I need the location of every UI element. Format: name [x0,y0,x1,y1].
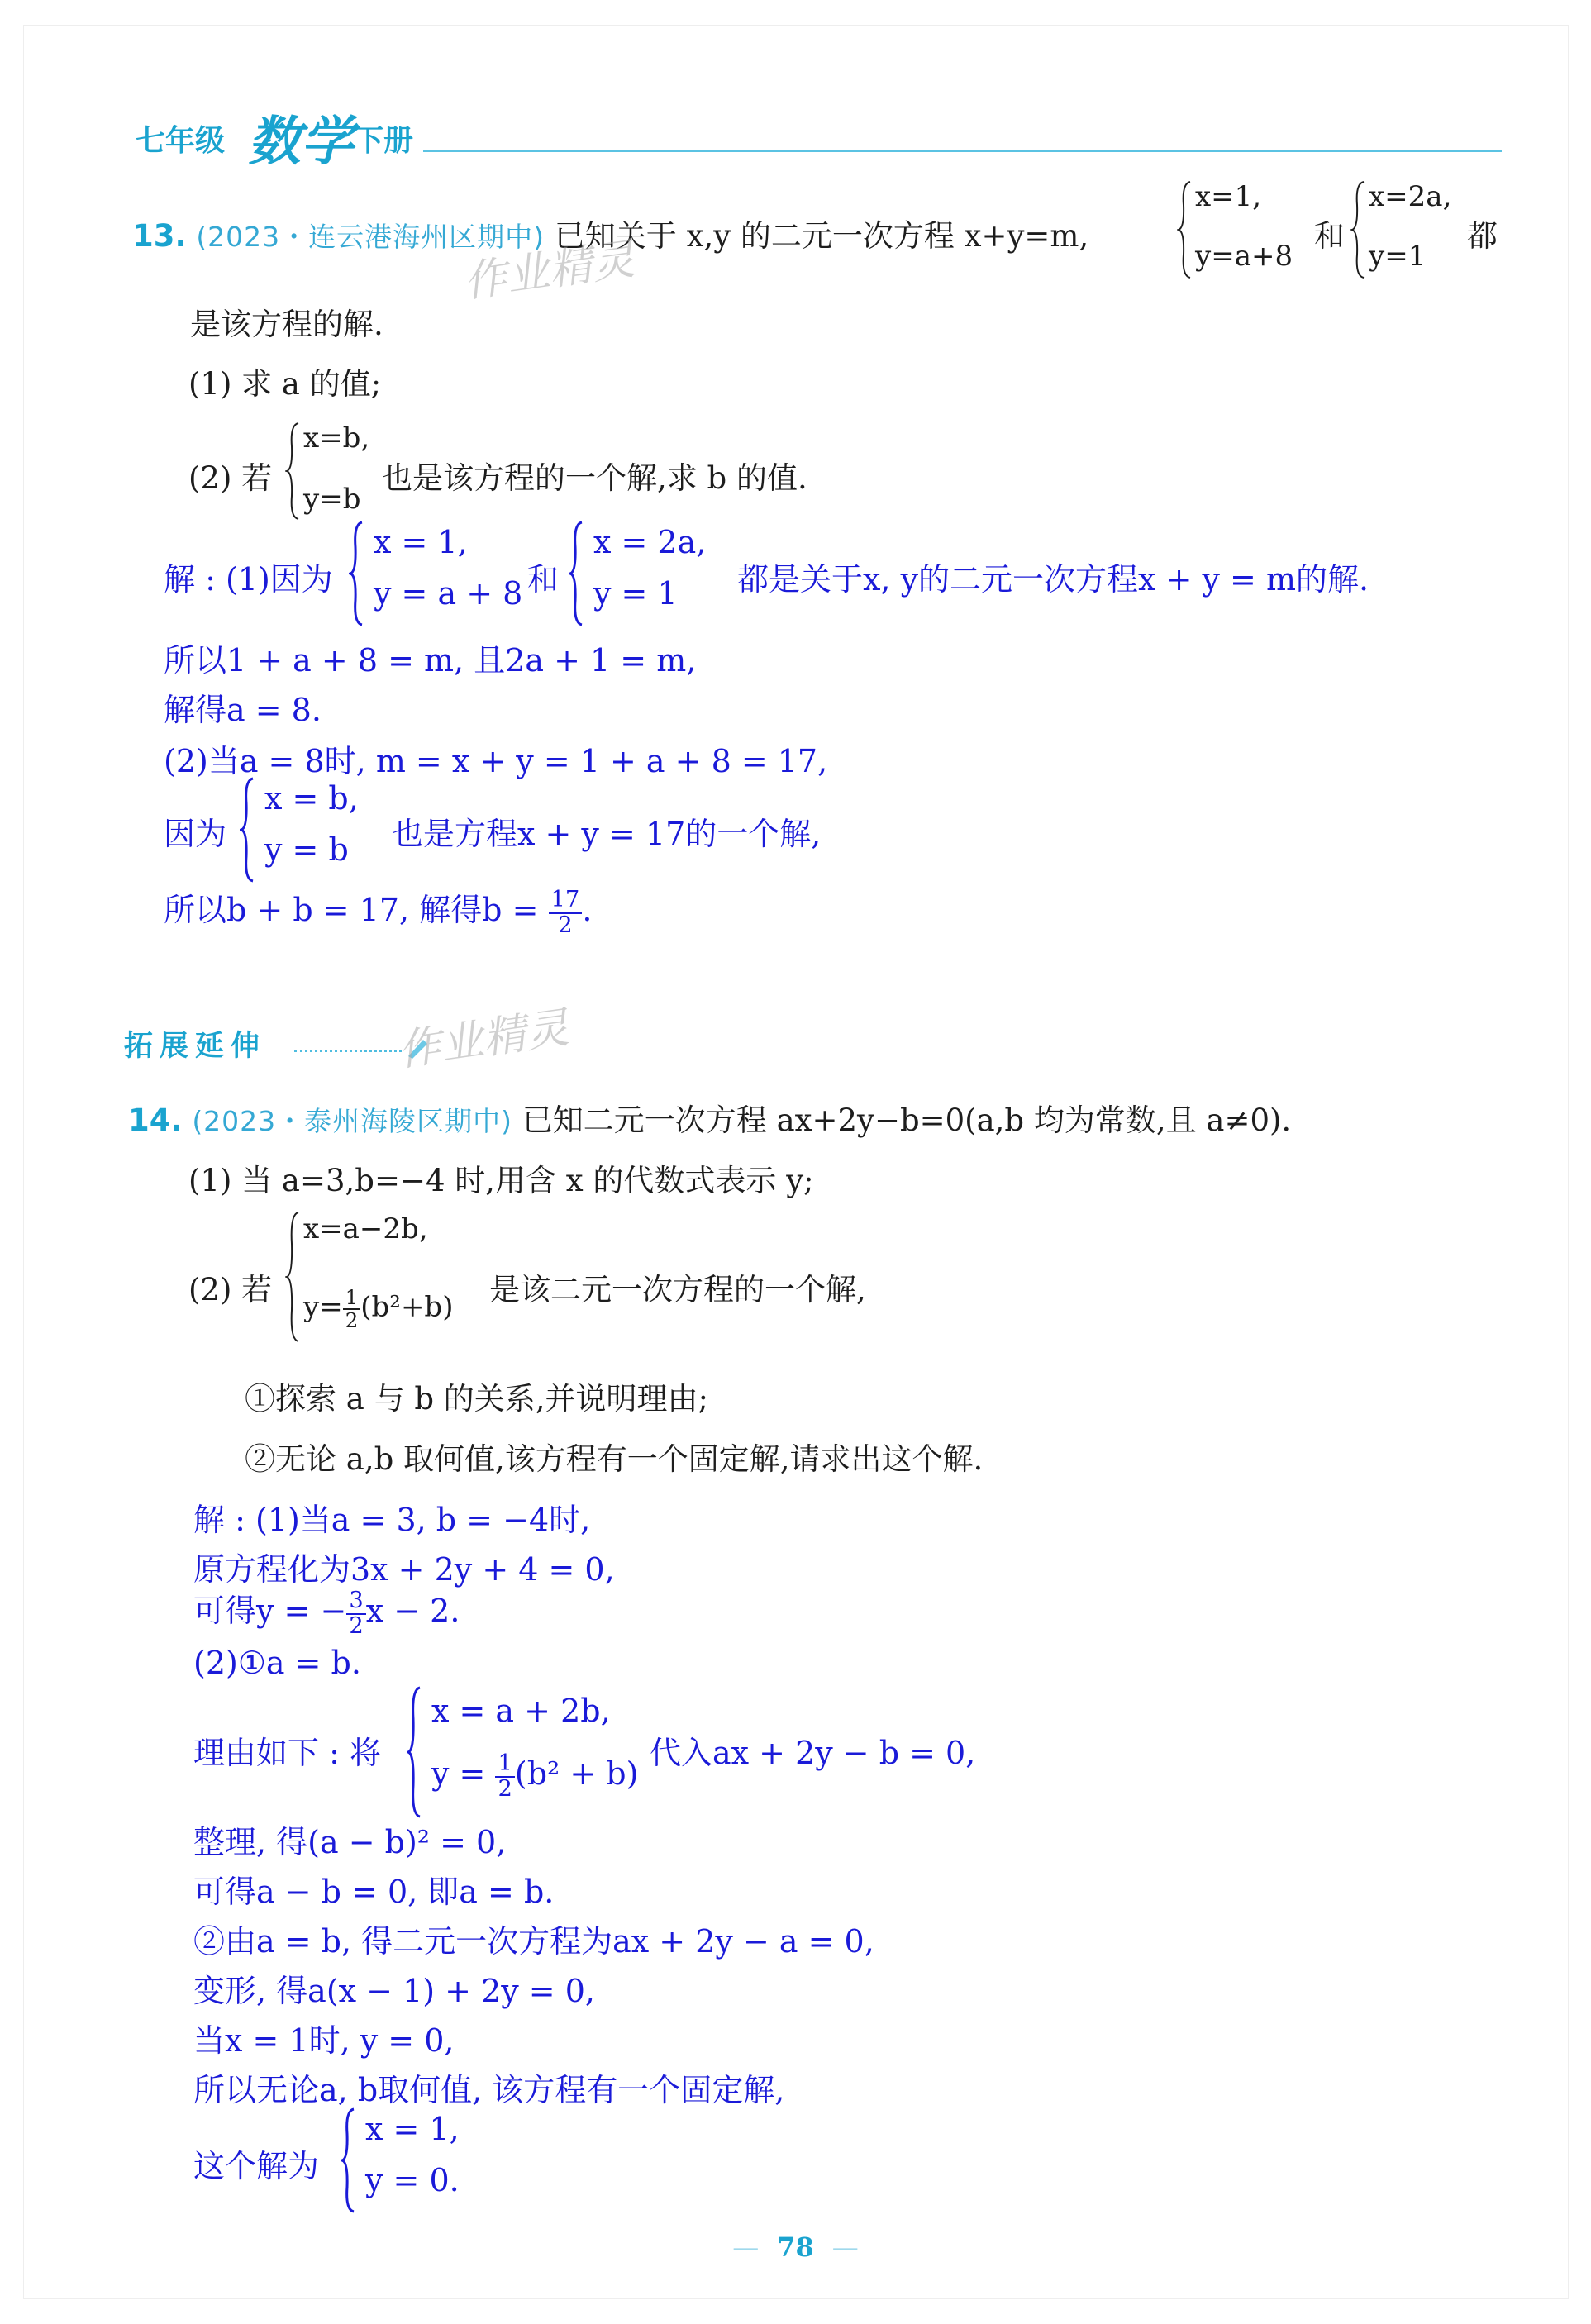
section-dotted-rule [294,1050,402,1052]
page-number-footer [0,2231,1591,2263]
fraction [495,1752,514,1801]
sol14-l2: 原方程化为3x + 2y + 4 = 0, [193,1551,615,1588]
header-subject: 数学 [248,112,354,173]
sol13-l5-row1: x = b, [264,780,359,817]
footer-dash-left: — [732,2231,760,2263]
fraction [549,888,583,937]
page-header [132,99,1496,173]
section-title: 拓展延伸 [124,1030,267,1063]
sol14-l12-prefix: 这个解为 [193,2148,320,2184]
sol14-l3-prefix: 可得y = − [193,1593,347,1629]
sol13-l6 [164,884,592,937]
q13-sys1-row1: x=1, [1195,180,1262,213]
q14-part2-suffix: 是该二元一次方程的一个解, [489,1272,866,1307]
sol14-l5-prefix: 理由如下 : 将 [193,1735,381,1771]
brace-icon [285,1211,300,1343]
brace-icon [1350,180,1365,279]
q14-part2-system [285,1211,492,1343]
q14-part2-prefix: (2) 若 [188,1272,273,1307]
sol13-l5-prefix: 因为 [164,816,227,852]
fraction-denominator: 2 [345,1307,359,1332]
header-grade: 七年级 [136,124,226,158]
q13-stem-b: 都 [1467,218,1498,254]
brace-icon [407,1686,422,1818]
q13-part2-row1: x=b, [303,421,370,455]
sol13-l5-system [240,777,380,883]
watermark-text: 作业精灵 [460,234,638,308]
sol14-l5-row1: x = a + 2b, [431,1693,611,1729]
sol14-l12-system [341,2107,481,2213]
fraction-numerator: 1 [495,1752,514,1778]
q13-part1: (1) 求 a 的值; [188,366,382,402]
sol13-system-1 [349,521,522,626]
sol13-s2-row2: y = 1 [593,575,678,612]
q14-part2-row2-suffix: (b²+b) [360,1290,454,1324]
sol13-l1-prefix: 解 : (1)因为 [164,561,333,598]
sol14-l5-suffix: 代入ax + 2y − b = 0, [650,1735,976,1771]
brace-icon [349,521,364,626]
footer-dash-right: — [831,2231,859,2263]
fraction-denominator: 2 [498,1775,512,1802]
sol14-l9: 变形, 得a(x − 1) + 2y = 0, [193,1973,595,2009]
fraction-numerator: 3 [346,1589,365,1615]
header-volume: 下册 [354,124,414,158]
sol14-l3 [193,1585,460,1638]
q14-stem-line [128,1095,1291,1140]
sol13-s2-row1: x = 2a, [593,524,707,560]
sol13-l1-and: 和 [527,561,560,598]
brace-icon [285,421,300,521]
q14-part2-row1: x=a−2b, [303,1212,428,1245]
q14-part2-row2 [303,1287,453,1331]
fraction [343,1287,361,1331]
q14-sub2: ②无论 a,b 取何值,该方程有一个固定解,请求出这个解. [245,1441,984,1477]
fraction-numerator: 1 [343,1287,361,1310]
q14-source: (2023・泰州海陵区期中) [192,1105,513,1137]
brace-icon [1177,180,1192,279]
q14-number: 14. [128,1102,183,1138]
q13-stem-a: 已知关于 x,y 的二元一次方程 x+y=m, [554,218,1089,254]
sol14-l3-suffix: x − 2. [365,1593,460,1629]
q13-part2-row2: y=b [303,483,361,516]
q13-sys1-row2: y=a+8 [1195,240,1293,273]
q14-part1: (1) 当 a=3,b=−4 时,用含 x 的代数式表示 y; [188,1163,814,1198]
brace-icon [240,777,255,883]
sol13-l5-suffix: 也是方程x + y = 17的一个解, [392,816,822,852]
sol13-l2: 所以1 + a + 8 = m, 且2a + 1 = m, [164,642,697,679]
sol13-l3: 解得a = 8. [164,692,322,728]
fraction-denominator: 2 [558,912,573,938]
q13-stem-c: 是该方程的解. [190,307,383,342]
sol13-l6-prefix: 所以b + b = 17, 解得b = [164,892,539,928]
sol14-l12-row2: y = 0. [365,2162,460,2198]
q13-part2-prefix: (2) 若 [188,460,273,496]
brace-icon [341,2107,355,2213]
q14-sub1: ①探索 a 与 b 的关系,并说明理由; [245,1381,709,1417]
fraction [346,1589,365,1638]
q13-sys2-row1: x=2a, [1369,180,1452,213]
sol13-s1-row2: y = a + 8 [374,575,523,612]
sol14-l11: 所以无论a, b取何值, 该方程有一个固定解, [193,2072,785,2108]
sol13-s1-row1: x = 1, [374,524,468,560]
brace-icon [569,521,584,626]
sol13-l1-suffix: 都是关于x, y的二元一次方程x + y = m的解. [737,561,1369,598]
sol14-l5-row2-prefix: y = [431,1755,486,1793]
q13-part2-system [285,421,384,521]
sol14-l12-row1: x = 1, [365,2111,460,2147]
q13-number: 13. [132,218,187,254]
watermark-text: 作业精灵 [394,1002,572,1077]
q14-part2-row2-prefix: y= [303,1290,343,1324]
q13-source: (2023・连云港海州区期中) [196,221,545,253]
sol13-l5-row2: y = b [264,831,349,868]
sol13-l4: (2)当a = 8时, m = x + y = 1 + a + 8 = 17, [164,743,828,779]
q13-and: 和 [1314,218,1345,254]
sol14-l4: (2)①a = b. [193,1645,361,1681]
q13-system-2 [1350,180,1458,279]
q13-system-1 [1177,180,1317,279]
sol14-l1: 解 : (1)当a = 3, b = −4时, [193,1502,591,1538]
q14-stem: 已知二元一次方程 ax+2y−b=0(a,b 均为常数,且 a≠0). [522,1102,1292,1138]
sol14-l10: 当x = 1时, y = 0, [193,2022,455,2059]
sol14-l5-row2 [431,1752,638,1801]
sol13-l6-suffix: . [582,892,593,928]
fraction-denominator: 2 [349,1612,364,1639]
sol14-l7: 可得a − b = 0, 即a = b. [193,1874,555,1910]
sol14-l8: ②由a = b, 得二元一次方程为ax + 2y − a = 0, [193,1923,874,1960]
sol13-system-2 [569,521,726,626]
sol14-l5-row2-suffix: (b² + b) [514,1755,639,1793]
q13-part2-suffix: 也是该方程的一个解,求 b 的值. [382,460,807,496]
q13-sys2-row2: y=1 [1369,240,1427,273]
fraction-numerator: 17 [549,888,583,914]
sol14-l6: 整理, 得(a − b)² = 0, [193,1824,507,1860]
header-rule [423,150,1502,152]
sol14-l5-system [407,1686,646,1818]
page-number: 78 [777,2231,814,2263]
